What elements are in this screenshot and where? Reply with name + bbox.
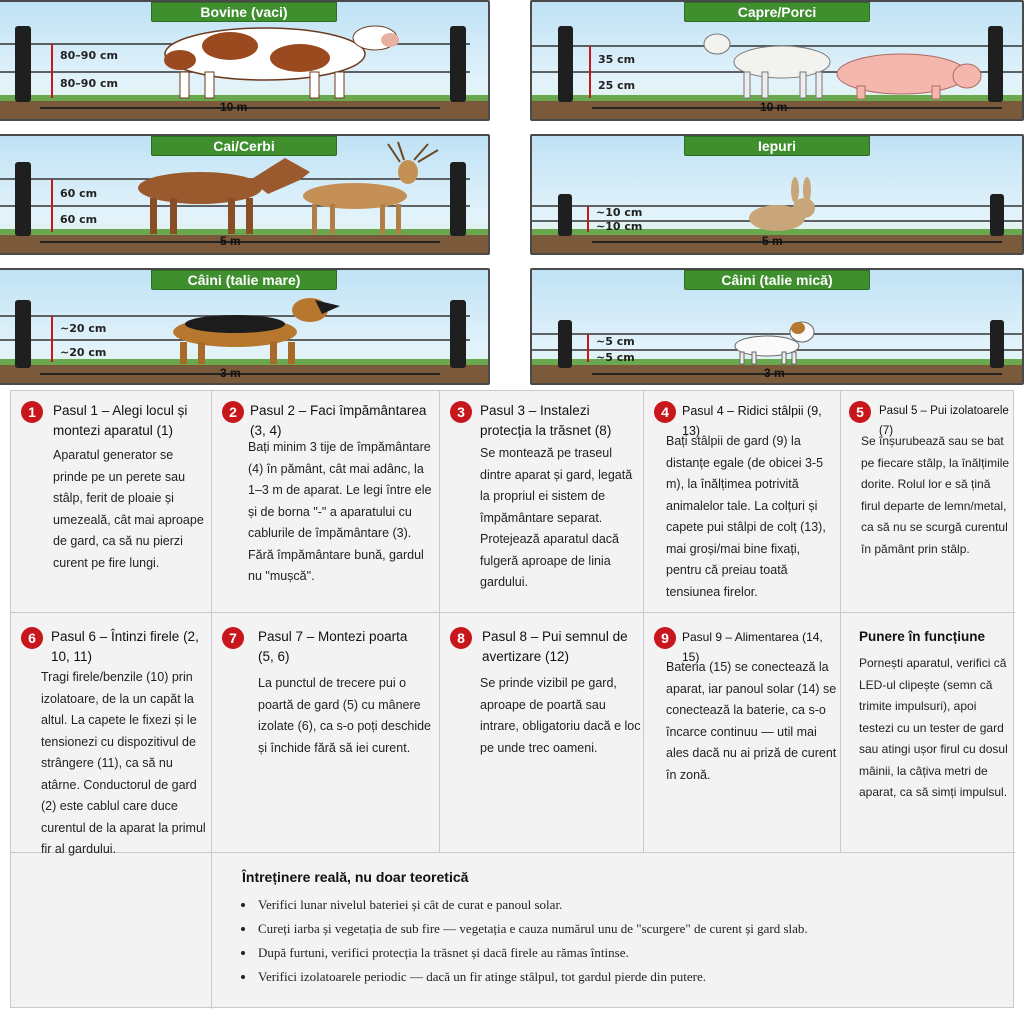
step-body: Se prinde vizibil pe gard, aproape de poartă sau intrare, obligatoriu dacă e loc pe unde trec oameni.	[480, 676, 641, 755]
panel-title: Capre/Porci	[684, 2, 870, 22]
step-title: Pasul 3 – Instalezi protecția la trăsnet (8)	[480, 403, 612, 438]
step-body: La punctul de trecere pui o poartă de gard (5) cu mânere izolate (6), ca s-o poți deschide și închide fără să iei curent.	[258, 676, 432, 755]
step-number-badge: 9	[654, 627, 676, 649]
distance-label: 5 m	[220, 234, 241, 248]
horse-icon	[138, 158, 310, 234]
step-body: Se înșurubează sau se bat pe fiecare stâlp, la înălțimile dorite. Rolul lor e să țină firul departe de lemn/metal, ca să nu se scurgă curentul în pământ prin stâlp.	[861, 434, 1010, 556]
step-number-badge: 1	[21, 401, 43, 423]
cow-icon	[164, 26, 399, 98]
height-label-top: 35 cm	[598, 53, 636, 66]
goat-icon	[704, 34, 830, 98]
panel-title: Câini (talie mică)	[684, 270, 870, 290]
step-title: Pasul 8 – Pui semnul de avertizare (12)	[482, 629, 628, 664]
step-body: Bați stâlpii de gard (9) la distanțe egale (de obicei 3-5 m), la înălțimea potrivită animalelor tale. La colțuri și capete pui stâlpi de colț (13), mai groși/mai bine fixați, pentru că preiau toată tensiunea firelor.	[666, 434, 826, 599]
step-number-badge: 7	[222, 627, 244, 649]
panel-horses-deer	[0, 134, 490, 255]
step-3	[440, 391, 644, 613]
height-label-bottom: 25 cm	[598, 79, 636, 92]
height-label-bottom: ~20 cm	[60, 346, 107, 359]
maintenance-item: • Verifici lunar nivelul bateriei și cât de curat e panoul solar.	[256, 893, 1000, 917]
step-title: Punere în funcțiune	[859, 629, 986, 644]
distance-label: 3 m	[220, 366, 241, 380]
pig-icon	[837, 54, 981, 99]
height-label-bottom: ~10 cm	[596, 220, 643, 233]
height-label-bottom: 60 cm	[60, 213, 98, 226]
panel-rabbits	[530, 134, 1024, 255]
panel-large-dogs	[0, 268, 490, 385]
shepherd-dog-icon	[173, 298, 340, 364]
panel-bovine	[0, 0, 490, 121]
maintenance-item: • Verifici izolatoarele periodic — dacă un fir atinge stâlpul, tot gardul pierde din putere.	[256, 965, 1000, 989]
step-number-badge: 8	[450, 627, 472, 649]
height-label-bottom: ~5 cm	[596, 351, 635, 364]
step-8	[440, 613, 644, 853]
panel-title: Bovine (vaci)	[151, 2, 337, 22]
step-number-badge: 6	[21, 627, 43, 649]
step-7	[212, 613, 440, 853]
height-label-top: 60 cm	[60, 187, 98, 200]
maintenance-section	[212, 853, 1015, 1009]
step-body: Pornești aparatul, verifici că LED-ul clipește (semn că trimite impulsuri), apoi testezi cu un tester de gard sau atingi ușor firul cu dosul mâinii, la câțiva metri de aparat, ca să simți impulsul.	[859, 656, 1008, 799]
panel-title: Câini (talie mare)	[151, 270, 337, 290]
step-5	[841, 391, 1015, 613]
step-title: Pasul 9 – Alimentarea (14, 15)	[682, 630, 823, 664]
step-number-badge: 5	[849, 401, 871, 423]
installation-steps	[10, 390, 1014, 1008]
step-body: Bateria (15) se conectează la aparat, iar panoul solar (14) se conectează la baterie, ca s-o încarce continuu — util mai ales dacă nu ai priză de curent în zonă.	[666, 660, 837, 782]
height-label-top: ~5 cm	[596, 335, 635, 348]
panel-title: Iepuri	[684, 136, 870, 156]
panel-goats-pigs	[530, 0, 1024, 121]
maintenance-list	[240, 893, 1000, 989]
height-label-bottom: 80–90 cm	[60, 77, 118, 90]
step-9	[644, 613, 841, 853]
step-body: Aparatul generator se prinde pe un perete sau stâlp, ferit de ploaie și umezeală, cât mai aproape de gard, ca să nu pierzi curent pe fire lungi.	[53, 448, 204, 570]
step-number-badge: 2	[222, 401, 244, 423]
step-body: Se montează pe traseul dintre aparat și gard, legată la propriul ei sistem de împământare separat. Protejează aparatul dacă fulgeră aproape de linia gardului.	[480, 446, 633, 589]
panel-title: Cai/Cerbi	[151, 136, 337, 156]
step-6	[11, 613, 212, 856]
distance-label: 10 m	[220, 100, 248, 114]
height-label-top: ~20 cm	[60, 322, 107, 335]
step-title: Pasul 1 – Alegi locul și montezi aparatul (1)	[53, 403, 188, 438]
height-label-top: 80–90 cm	[60, 49, 118, 62]
step-commissioning	[841, 613, 1015, 853]
step-title: Pasul 4 – Ridici stâlpii (9, 13)	[682, 404, 822, 438]
step-number-badge: 3	[450, 401, 472, 423]
step-4	[644, 391, 841, 613]
distance-label: 5 m	[762, 234, 783, 248]
distance-label: 10 m	[760, 100, 788, 114]
height-label-top: ~10 cm	[596, 206, 643, 219]
step-body: Bați minim 3 tije de împământare (4) în pământ, cât mai adânc, la 1–3 m de aparat. Le legi între ele și de borna "-" a aparatului cu cablurile de împământare (3). Fără împământare bună, gardul nu "mușcă".	[248, 440, 432, 583]
step-2	[212, 391, 440, 613]
step-number-badge: 4	[654, 401, 676, 423]
step-title: Pasul 7 – Montezi poarta (5, 6)	[258, 629, 408, 664]
maintenance-item: • Cureți iarba și vegetația de sub fire — vegetația e cauza numărul unu de "scurgere" de curent și gard slab.	[256, 917, 1000, 941]
maintenance-left-blank	[11, 853, 212, 1009]
step-title: Pasul 2 – Faci împământarea (3, 4)	[250, 403, 427, 438]
step-body: Tragi firele/benzile (10) prin izolatoare, de la un capăt la altul. La capete le fixezi și le tensionezi cu dispozitivul de strângere (11), ca să nu atârne. Conductorul de gard (2) este cablul care duce curentul de la aparat la primul fir al gardului.	[41, 670, 206, 856]
small-dog-icon	[735, 322, 814, 364]
step-title: Pasul 6 – Întinzi firele (2, 10, 11)	[51, 629, 199, 664]
step-1	[11, 391, 212, 613]
rabbit-icon	[749, 177, 815, 231]
maintenance-title: Întreținere reală, nu doar teoretică	[242, 869, 469, 885]
step-title: Pasul 5 – Pui izolatoarele (7)	[879, 405, 1009, 437]
distance-label: 3 m	[764, 366, 785, 380]
panel-small-dogs	[530, 268, 1024, 385]
maintenance-item: • După furtuni, verifici protecția la trăsnet și dacă firele au rămas întinse.	[256, 941, 1000, 965]
